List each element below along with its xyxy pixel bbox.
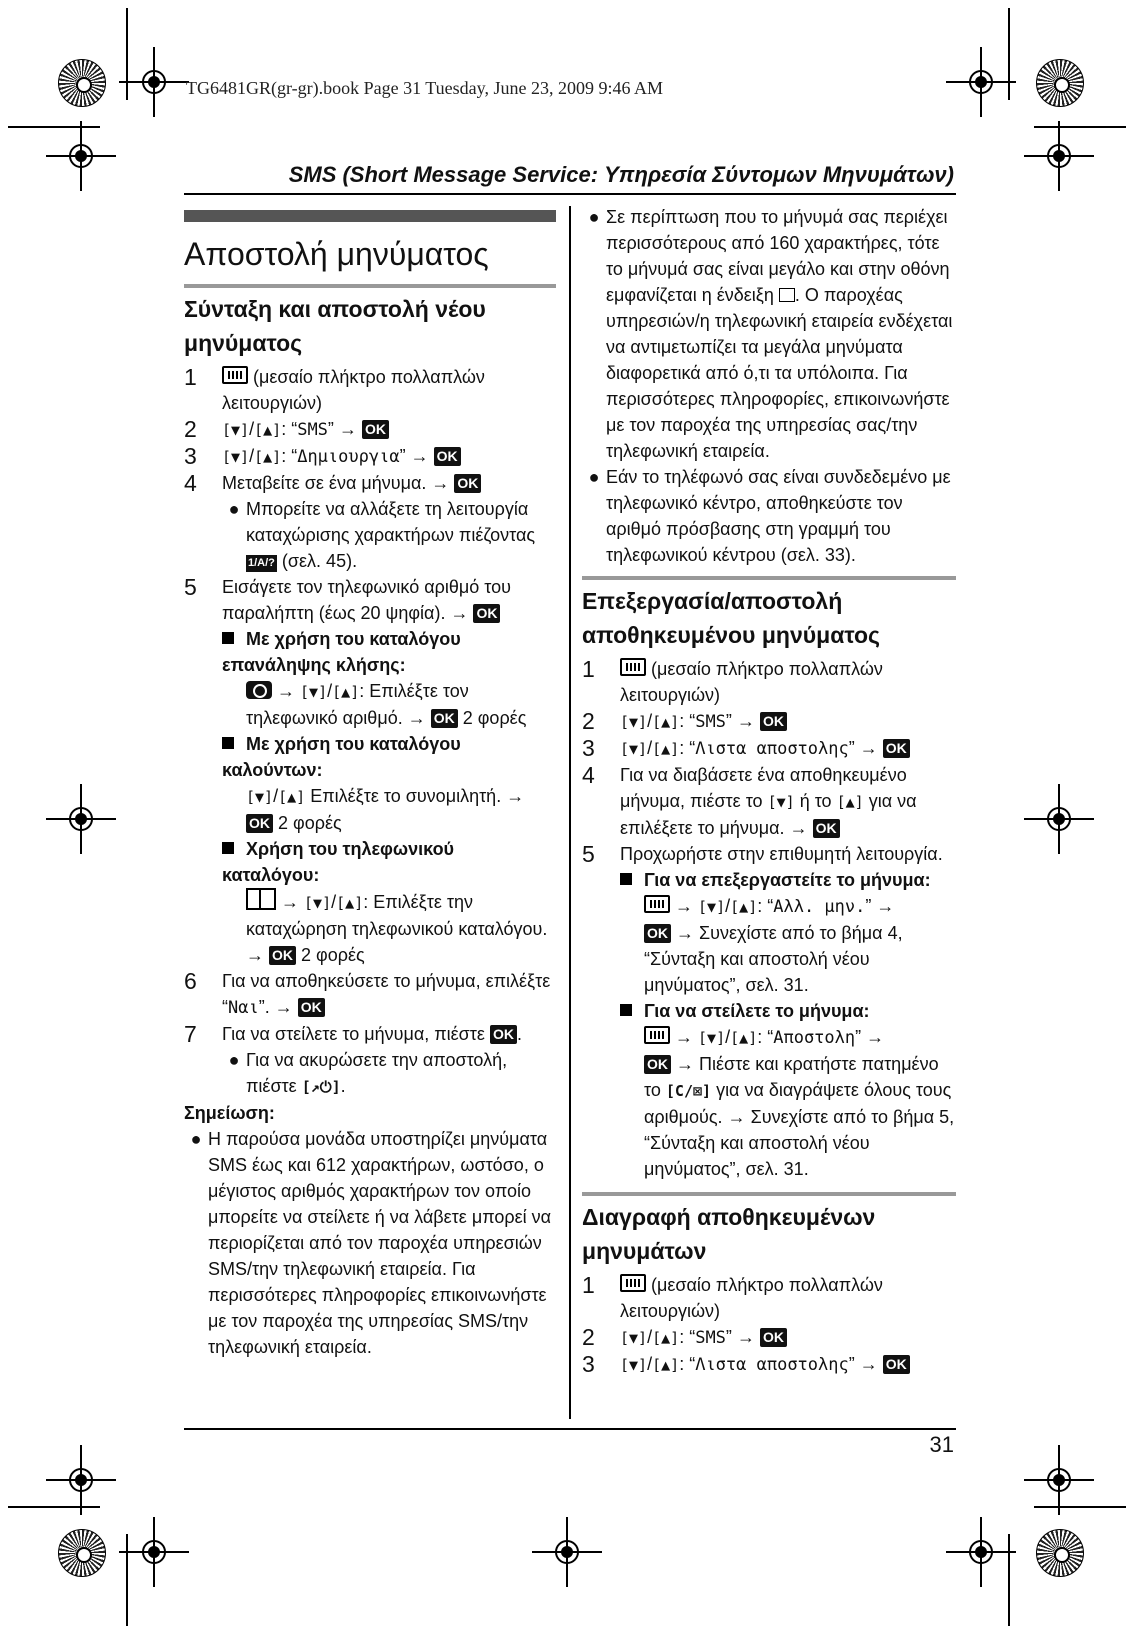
navigator-down-key-icon: [▼] [222,448,250,466]
ok-key-icon: OK [454,474,481,493]
navigator-up-key-icon: [▲] [836,793,864,811]
crop-mark [8,1506,100,1508]
navigator-up-key-icon: [▲] [254,448,282,466]
navigator-down-key-icon: [▼] [246,788,274,806]
ok-key-icon: OK [490,1025,517,1044]
page-title: Αποστολή μηνύματος [184,236,489,272]
step-1: 1 (μεσαίο πλήκτρο πολλαπλών λειτουργιών) [184,364,485,413]
option-caller-list: Με χρήση του καταλόγου καλούντων: [▼]/[▲] Επιλέξτε το συνομιλητή. → OK 2 φορές [222,734,525,833]
edit-step-2: 2 [▼]/[▲]: “SMS” → OK [582,708,956,735]
registration-target-icon [966,1537,996,1567]
edit-step-1: 1 (μεσαίο πλήκτρο πολλαπλών λειτουργιών) [582,656,883,705]
registration-rosette-icon [58,1529,106,1577]
menu-key-icon [644,895,670,913]
navigator-up-key-icon: [▲] [730,1029,758,1047]
phonebook-key-icon [246,888,276,910]
navigator-up-key-icon: [▲] [652,740,680,758]
navigator-up-key-icon: [▲] [652,1356,680,1374]
option-edit-message: Για να επεξεργαστείτε το μήνυμα: → [▼]/[▲]: “Αλλ. μην.” → OK → Συνεχίστε από το βήμα 4, “Σύνταξη και αποστολή νέου μηνύματος”, σελ. 31. [582,867,956,998]
navigator-down-key-icon: [▼] [300,683,328,701]
menu-key-icon [620,658,646,676]
ok-key-icon: OK [298,998,325,1017]
navigator-down-key-icon: [▼] [620,1356,648,1374]
off-key-icon: [↗⏻] [301,1078,341,1096]
crop-mark [1008,1534,1010,1626]
ok-key-icon: OK [431,709,458,728]
menu-key-icon [644,1026,670,1044]
section-heading: Επεξεργασία/αποστολή αποθηκευμένου μηνύματος [582,588,880,648]
registration-target-icon [1044,804,1074,834]
title-bar [184,210,556,222]
navigator-up-key-icon: [▲] [278,788,306,806]
ok-key-icon: OK [813,819,840,838]
registration-target-icon [139,67,169,97]
navigator-down-key-icon: [▼] [698,1029,726,1047]
crop-mark [126,1534,128,1626]
navigator-up-key-icon: [▲] [652,1329,680,1347]
page-number: 31 [929,1432,954,1457]
edit-step-5: 5 Προχωρήστε στην επιθυμητή λειτουργία. [582,841,943,867]
registration-rosette-icon [58,59,106,107]
navigator-up-key-icon: [▲] [336,894,364,912]
ok-key-icon: OK [434,447,461,466]
registration-rosette-icon [1036,1529,1084,1577]
option-phonebook: Χρήση του τηλεφωνικού καταλόγου: → [▼]/[▲]: Επιλέξτε την καταχώρηση τηλεφωνικού καταλόγου. → OK 2 φορές [222,839,548,965]
footer-rule [184,1428,956,1430]
section-heading: Διαγραφή αποθηκευμένων μηνυμάτων [582,1204,876,1264]
menu-key-icon [222,366,248,384]
registration-rosette-icon [1036,59,1084,107]
menu-key-icon [620,1274,646,1292]
navigator-down-key-icon: [▼] [304,894,332,912]
note-bullet: ● Η παρούσα μονάδα υποστηρίζει μηνύματα SMS έως και 612 χαρακτήρων, ωστόσο, ο μέγιστος αριθμός χαρακτήρων τον οποίο μπορείτε να στείλετε ή να λάβετε μπορεί να περιορίζεται από τον παροχέα υπηρεσιών SMS/την τηλεφωνική εταιρεία. Για περισσότερες πληροφορίες επικοινωνήστε με τον παροχέα της υπηρεσίας SMS/την τηλεφωνική εταιρεία. [190,1129,552,1357]
edit-step-4: 4 Για να διαβάσετε ένα αποθηκευμένο μήνυμα, πιέστε το [▼] ή το [▲] για να επιλέξετε το μήνυμα. → OK [582,762,917,838]
ok-key-icon: OK [760,1328,787,1347]
ok-key-icon: OK [644,1055,671,1074]
navigator-up-key-icon: [▲] [332,683,360,701]
long-message-bullet: ● Σε περίπτωση που το μήνυμά σας περιέχει περισσότερους από 160 χαρακτήρες, τότε το μήνυμά σας είναι μεγάλο και στην οθόνη εμφανίζεται η ένδειξη . Ο παροχέας υπηρεσιών/η τηλεφωνική εταιρεία ενδέχεται να αντιμετωπίζει τα μεγάλα μηνύματα διαφορετικά από ό,τι τα υπόλοιπα. Για περισσότερες πληροφορίες, επικοινωνήστε με τον παροχέα της υπηρεσίας σας/την τηλεφωνική εταιρεία. [588,207,953,461]
navigator-up-key-icon: [▲] [652,713,680,731]
pbx-bullet: ● Εάν το τηλέφωνό σας είναι συνδεδεμένο με τηλεφωνικό κέντρο, αποθηκεύστε τον αριθμό πρόσβασης στη γραμμή του τηλεφωνικού κέντρου (σελ. 33). [588,467,951,565]
note-heading: Σημείωση: [184,1103,275,1123]
navigator-down-key-icon: [▼] [620,1329,648,1347]
navigator-up-key-icon: [▲] [254,421,282,439]
section-bar [582,576,956,580]
redial-key-icon [246,681,272,699]
delete-step-2: 2 [▼]/[▲]: “SMS” → OK [582,1324,956,1351]
left-column [184,206,556,1360]
step-6: 6 Για να αποθηκεύσετε το μήνυμα, επιλέξτε “Ναι”. → OK [184,968,551,1018]
registration-target-icon [552,1537,582,1567]
running-header: SMS (Short Message Service: Υπηρεσία Σύντομων Μηνυμάτων) [288,162,954,187]
navigator-down-key-icon: [▼] [620,713,648,731]
registration-target-icon [966,67,996,97]
registration-target-icon [139,1537,169,1567]
header-rule [184,193,956,195]
ok-key-icon: OK [883,739,910,758]
step-5: 5 Εισάγετε τον τηλεφωνικό αριθμό του παραλήπτη (έως 20 ψηφία). → OK [184,574,511,623]
registration-target-icon [1044,1465,1074,1495]
step-4-bullet: ● Μπορείτε να αλλάξετε τη λειτουργία καταχώρισης χαρακτήρων πιέζοντας 1/A/? (σελ. 45). [228,499,536,571]
step-7-bullet: ● Για να ακυρώσετε την αποστολή, πιέστε [↗⏻]. [228,1050,508,1096]
navigator-up-key-icon: [▲] [730,898,758,916]
column-divider [569,206,571,1419]
step-3: 3 [▼]/[▲]: “Δημιουργια” → OK [184,443,556,470]
book-file-info: TG6481GR(gr-gr).book Page 31 Tuesday, June 23, 2009 9:46 AM [186,78,663,98]
ok-key-icon: OK [644,924,671,943]
ok-key-icon: OK [760,712,787,731]
ok-key-icon: OK [246,814,273,833]
section-bar [184,284,556,288]
section-bar [582,1192,956,1196]
registration-target-icon [66,804,96,834]
step-7: 7 Για να στείλετε το μήνυμα, πιέστε OK . [184,1021,522,1047]
ok-key-icon: OK [883,1355,910,1374]
step-2: 2 [▼]/[▲]: “SMS” → OK [184,416,556,443]
option-redial-list: Με χρήση του καταλόγου επανάληψης κλήσης: → [▼]/[▲]: Επιλέξτε τον τηλεφωνικό αριθμό. → OK 2 φορές [222,629,527,728]
ok-key-icon: OK [362,420,389,439]
crop-mark [8,126,100,128]
option-send-message: Για να στείλετε το μήνυμα: → [▼]/[▲]: “Αποστολη” → OK → Πιέστε και κρατήστε πατημένο το [C/⊠] για να διαγράψετε όλους τους αριθμούς. → Συνεχίστε από το βήμα 5, “Σύνταξη και αποστολή νέου μηνύματος”, σελ. 31. [582,998,956,1182]
character-mode-key-icon: 1/A/? [246,555,277,572]
registration-target-icon [66,1465,96,1495]
section-heading: Σύνταξη και αποστολή νέου μηνύματος [184,296,486,356]
clear-mute-key-icon: [C/⊠] [665,1082,712,1100]
navigator-down-key-icon: [▼] [767,793,795,811]
delete-step-1: 1 (μεσαίο πλήκτρο πολλαπλών λειτουργιών) [582,1272,883,1321]
registration-target-icon [1044,141,1074,171]
navigator-down-key-icon: [▼] [222,421,250,439]
navigator-down-key-icon: [▼] [698,898,726,916]
navigator-down-key-icon: [▼] [620,740,648,758]
edit-step-3: 3 [▼]/[▲]: “Λιστα αποστολης” → OK [582,735,956,762]
ok-key-icon: OK [269,946,296,965]
crop-mark [1034,1506,1126,1508]
registration-target-icon [66,141,96,171]
sms-split-icon [779,288,795,302]
ok-key-icon: OK [473,604,500,623]
right-column [582,204,956,1378]
crop-mark [1034,126,1126,128]
crop-mark [1008,8,1010,100]
delete-step-3: 3 [▼]/[▲]: “Λιστα αποστολης” → OK [582,1351,956,1378]
crop-mark [126,8,128,100]
step-4: 4 Μεταβείτε σε ένα μήνυμα. → OK [184,470,556,496]
